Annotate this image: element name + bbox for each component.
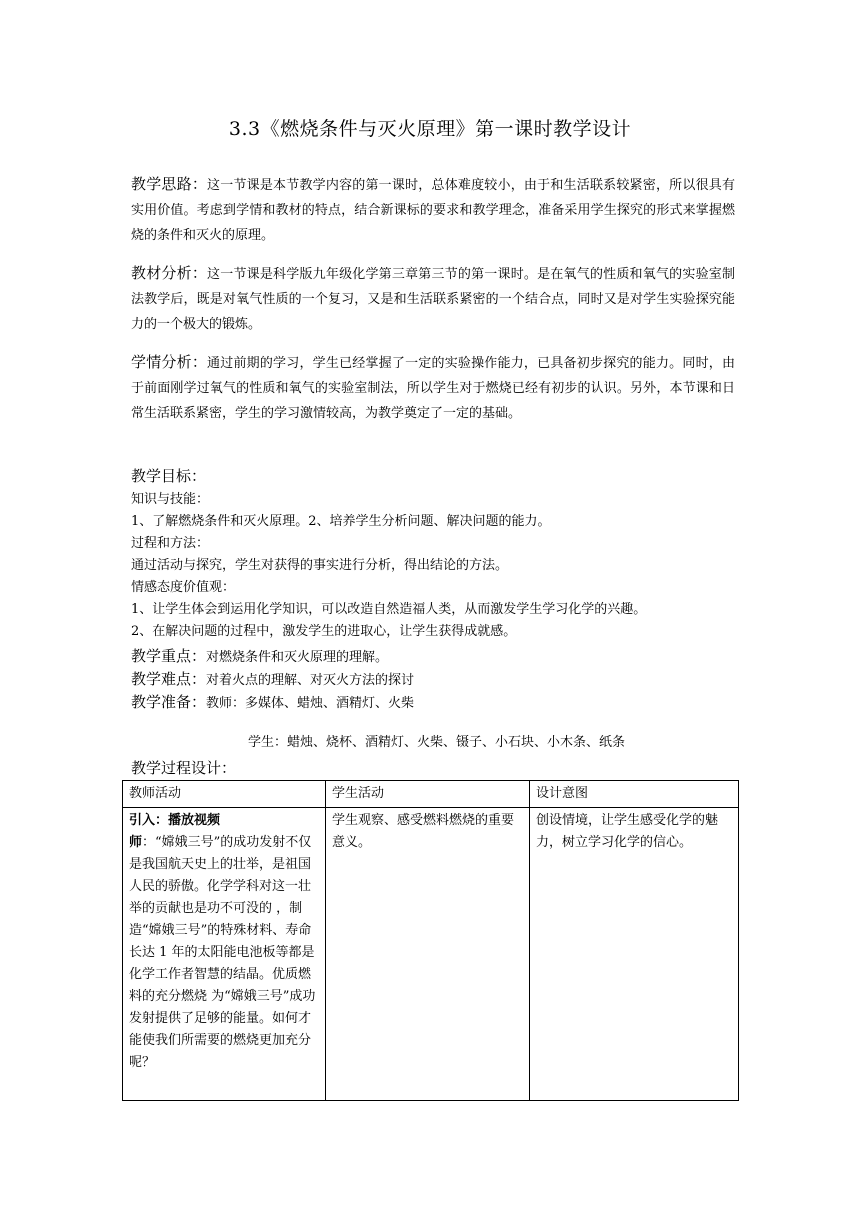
student-analysis-heading: 学情分析：	[131, 353, 208, 371]
teaching-thinking-paragraph	[131, 172, 735, 248]
table-row	[123, 808, 739, 1101]
key-point-line	[131, 645, 735, 669]
emotion-values-heading: 情感态度价值观：	[131, 580, 236, 595]
table-header-row	[123, 781, 739, 808]
teacher-activity-cell	[123, 808, 326, 1101]
difficult-point-heading: 教学难点：	[131, 670, 207, 688]
material-analysis-heading: 教材分析：	[131, 264, 208, 282]
design-intent-cell	[530, 808, 739, 1101]
student-activity-cell	[326, 808, 530, 1101]
column-header-teacher: 教师活动	[123, 781, 326, 808]
preparation-teacher-text: 教师：多媒体、蜡烛、酒精灯、火柴	[206, 696, 415, 711]
column-header-intent: 设计意图	[530, 781, 739, 808]
process-methods-heading: 过程和方法：	[131, 536, 210, 551]
preparation-student-text: 学生：蜡烛、烧杯、酒精灯、火柴、镊子、小石块、小木条、纸条	[248, 735, 626, 750]
knowledge-skills-heading: 知识与技能：	[131, 492, 210, 507]
key-point-text: 对燃烧条件和灭火原理的理解。	[206, 650, 389, 665]
teacher-activity-text: ：“嫦娥三号”的成功发射不仅是我国航天史上的壮举，是祖国人民的骄傲。化学学科对这一壮举的贡献也是功不可没的 ，制造“嫦娥三号”的特殊材料、寿命长达 1 年的太阳能电池板等都是化学工作者智慧的结晶。优质燃料的充分燃烧 为“嫦娥三号”成功发射提供了足够的能量。如何才能使我们所需要的燃烧更加充分呢？	[129, 835, 316, 1070]
column-header-student: 学生活动	[326, 781, 530, 808]
teaching-thinking-heading: 教学思路：	[131, 175, 208, 193]
student-analysis-text: 通过前期的学习，学生已经掌握了一定的实验操作能力，已具备初步探究的能力。同时，由于前面刚学过氧气的性质和氧气的实验室制法，所以学生对于燃烧已经有初步的认识。另外，本节课和日常生活联系紧密，学生的学习激情较高，为教学奠定了一定的基础。	[131, 356, 735, 421]
process-design-table	[122, 780, 739, 1101]
material-analysis-paragraph	[131, 261, 735, 337]
teaching-goals-heading: 教学目标：	[131, 467, 207, 485]
student-activity-text: 学生观察、感受燃料燃烧的重要意义。	[332, 813, 515, 850]
preparation-line	[131, 691, 735, 715]
teacher-intro-label: 引入：播放视频	[129, 813, 221, 828]
emotion-values-item-1: 1、让学生体会到运用化学知识，可以改造自然造福人类，从而激发学生学习化学的兴趣。	[131, 602, 647, 617]
process-methods-text: 通过活动与探究，学生对获得的事实进行分析，得出结论的方法。	[131, 558, 509, 573]
key-point-heading: 教学重点：	[131, 647, 207, 665]
process-design-heading: 教学过程设计：	[131, 759, 237, 777]
teacher-speaker-label: 师	[129, 835, 143, 850]
emotion-values-item-2: 2、在解决问题的过程中，激发学生的进取心，让学生获得成就感。	[131, 624, 517, 639]
material-analysis-text: 这一节课是科学版九年级化学第三章第三节的第一课时。是在氧气的性质和氧气的实验室制法教学后，既是对氧气性质的一个复习，又是和生活联系紧密的一个结合点，同时又是对学生实验探究能力的一个极大的锻炼。	[131, 267, 735, 332]
difficult-point-line	[131, 668, 735, 692]
student-analysis-paragraph	[131, 350, 735, 426]
teaching-thinking-text: 这一节课是本节教学内容的第一课时，总体难度较小，由于和生活联系较紧密，所以很具有实用价值。考虑到学情和教材的特点，结合新课标的要求和教学理念，准备采用学生探究的形式来掌握燃烧的条件和灭火的原理。	[131, 178, 735, 243]
difficult-point-text: 对着火点的理解、对灭火方法的探讨	[206, 673, 415, 688]
design-intent-text: 创设情境，让学生感受化学的魅力，树立学习化学的信心。	[536, 813, 719, 850]
knowledge-skills-text: 1、了解燃烧条件和灭火原理。2、培养学生分析问题、解决问题的能力。	[131, 514, 551, 529]
preparation-heading: 教学准备：	[131, 693, 207, 711]
document-title: 3.3《燃烧条件与灭火原理》第一课时教学设计	[228, 118, 632, 140]
